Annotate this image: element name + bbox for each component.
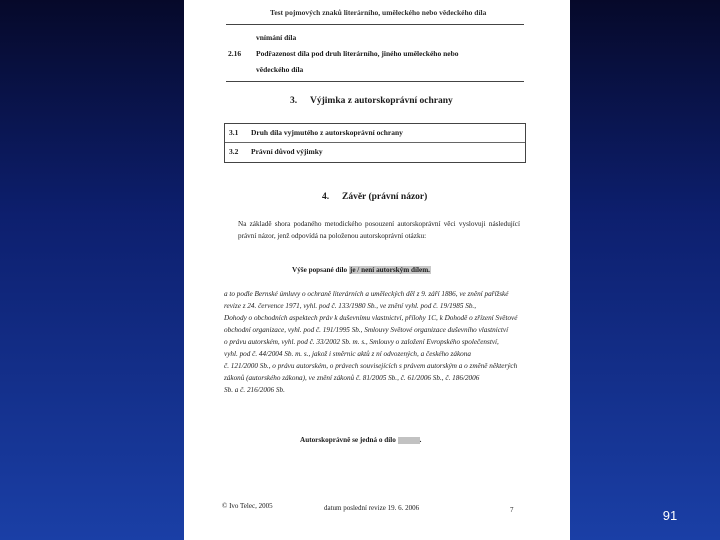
row-text: Právní důvod výjimky	[251, 147, 323, 156]
document-header: Test pojmových znaků literárního, uměleckého nebo vědeckého díla	[270, 8, 487, 17]
document-page	[184, 0, 570, 540]
intro-paragraph: Na základě shora podaného metodického posouzení autorskoprávní věci vyslovuji následující právní názor, jenž odpovídá na položenou autorskoprávní otázku:	[238, 220, 520, 240]
exception-table	[224, 123, 526, 163]
legal-line: Dohody o obchodních aspektech práv k duševnímu vlastnictví, přílohy 1C, k Dohodě o zřízení Světové	[224, 314, 518, 322]
section-3-heading	[290, 96, 453, 106]
criteria-line-1: vnímání díla	[256, 33, 297, 42]
legal-line: vyhl. pod č. 44/2004 Sb. m. s., jakož i směrnic aktů z ní odvozených, a českého zákona	[224, 350, 471, 358]
row-text: Druh díla vyjmutého z autorskoprávní ochrany	[251, 128, 403, 137]
row-number: 3.1	[229, 128, 239, 137]
conclusion-prefix: Výše popsané dílo	[292, 266, 348, 274]
section-3-title: Výjimka z autorskoprávní ochrany	[310, 96, 453, 106]
legal-basis-paragraph	[224, 288, 522, 396]
legal-line: zákonů (autorského zákona), ve znění zákonů č. 81/2005 Sb., č. 61/2006 Sb., č. 186/2006	[224, 374, 480, 382]
final-statement	[300, 434, 520, 446]
legal-line: o právu autorském, vyhl. pod č. 33/2002 Sb. m. s., Smlouvy o založení Evropského společenství,	[224, 338, 499, 346]
section-4-heading	[322, 192, 427, 202]
criteria-box	[226, 24, 524, 82]
table-row	[225, 143, 525, 161]
final-period: .	[419, 436, 422, 444]
legal-line: a to podle Bernské úmluvy o ochraně literárních a uměleckých děl z 9. září 1886, ve znění pařížské	[224, 290, 509, 298]
section-4-number: 4.	[322, 192, 330, 202]
slide-number: 91	[662, 508, 678, 523]
footer-copyright: © Ivo Telec, 2005	[222, 502, 273, 510]
legal-line: č. 121/2000 Sb., o právu autorském, o právech souvisejících s právem autorským a o změně některých	[224, 362, 518, 370]
criteria-line-2: Podřazenost díla pod druh literárního, jiného uměleckého nebo	[256, 49, 459, 58]
conclusion-line	[292, 264, 532, 276]
section-4-title: Závěr (právní názor)	[342, 192, 428, 202]
section-3-number: 3.	[290, 96, 298, 106]
legal-line: obchodní organizace, vyhl. pod č. 191/1995 Sb., Smlouvy Světové organizace duševního vlastnictví	[224, 326, 509, 334]
criteria-line-3: vědeckého díla	[256, 65, 304, 74]
redacted-field	[398, 437, 420, 444]
footer-page-number: 7	[510, 506, 514, 514]
footer-revision-date: datum poslední revize 19. 6. 2006	[324, 504, 420, 512]
row-number: 3.2	[229, 147, 239, 156]
legal-line: revize z 24. července 1971, vyhl. pod č. 133/1980 Sb., ve znění vyhl. pod č. 19/1985 Sb.,	[224, 302, 477, 310]
final-statement-text: Autorskoprávně se jedná o dílo	[300, 436, 396, 444]
criteria-number: 2.16	[228, 49, 242, 58]
conclusion-highlight: je / není autorským dílem.	[349, 266, 430, 274]
table-row	[225, 124, 525, 143]
legal-line: Sb. a č. 216/2006 Sb.	[224, 386, 285, 394]
